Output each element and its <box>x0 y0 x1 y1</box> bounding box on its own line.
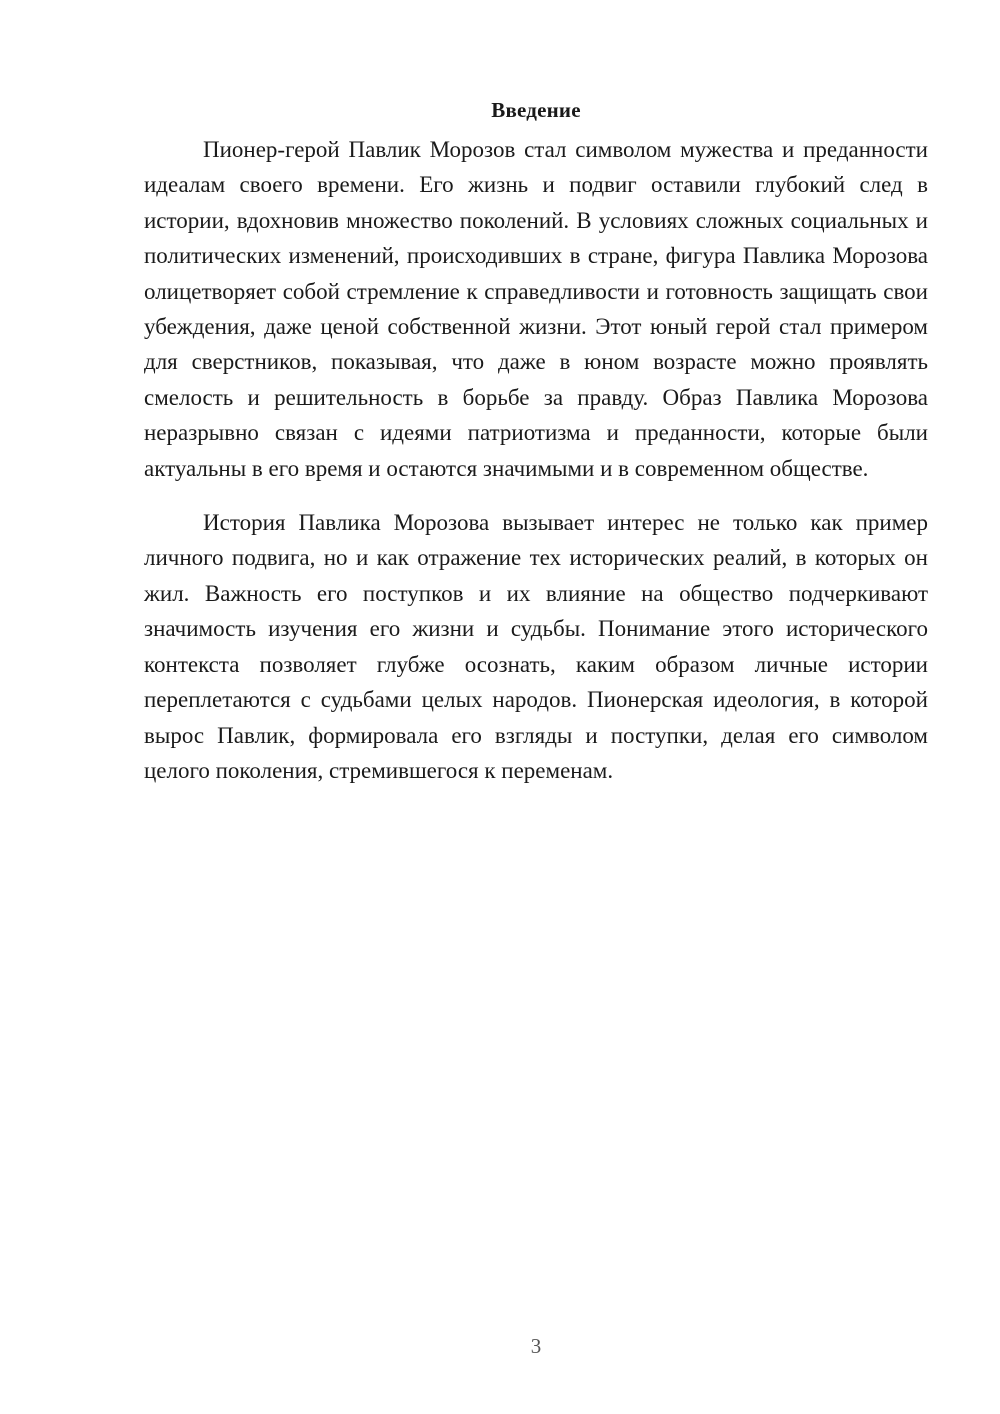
page-content <box>144 92 928 788</box>
page-number: 3 <box>530 1334 542 1358</box>
paragraph-1: Пионер-герой Павлик Морозов стал символом мужества и преданности идеалам своего времени. Его жизнь и подвиг оставили глубокий след в истории, вдохновив множество поколений. В условиях сложных социальных и политических изменений, происходивших в стране, фигура Павлика Морозова олицетворяет собой стремление к справедливости и готовность защищать свои убеждения, даже ценой собственной жизни. Этот юный герой стал примером для сверстников, показывая, что даже в юном возрасте можно проявлять смелость и решительность в борьбе за правду. Образ Павлика Морозова неразрывно связан с идеями патриотизма и преданности, которые были актуальны в его время и остаются значимыми и в современном обществе. <box>144 137 928 481</box>
section-heading: Введение <box>491 98 581 122</box>
paragraph-2: История Павлика Морозова вызывает интерес не только как пример личного подвига, но и как отражение тех исторических реалий, в которых он жил. Важность его поступков и их влияние на общество подчеркивают значимость изучения его жизни и судьбы. Понимание этого исторического контекста позволяет глубже осознать, каким образом личные истории переплетаются с судьбами целых народов. Пионерская идеология, в которой вырос Павлик, формировала его взгляды и поступки, делая его символом целого поколения, стремившегося к переменам. <box>144 510 928 783</box>
